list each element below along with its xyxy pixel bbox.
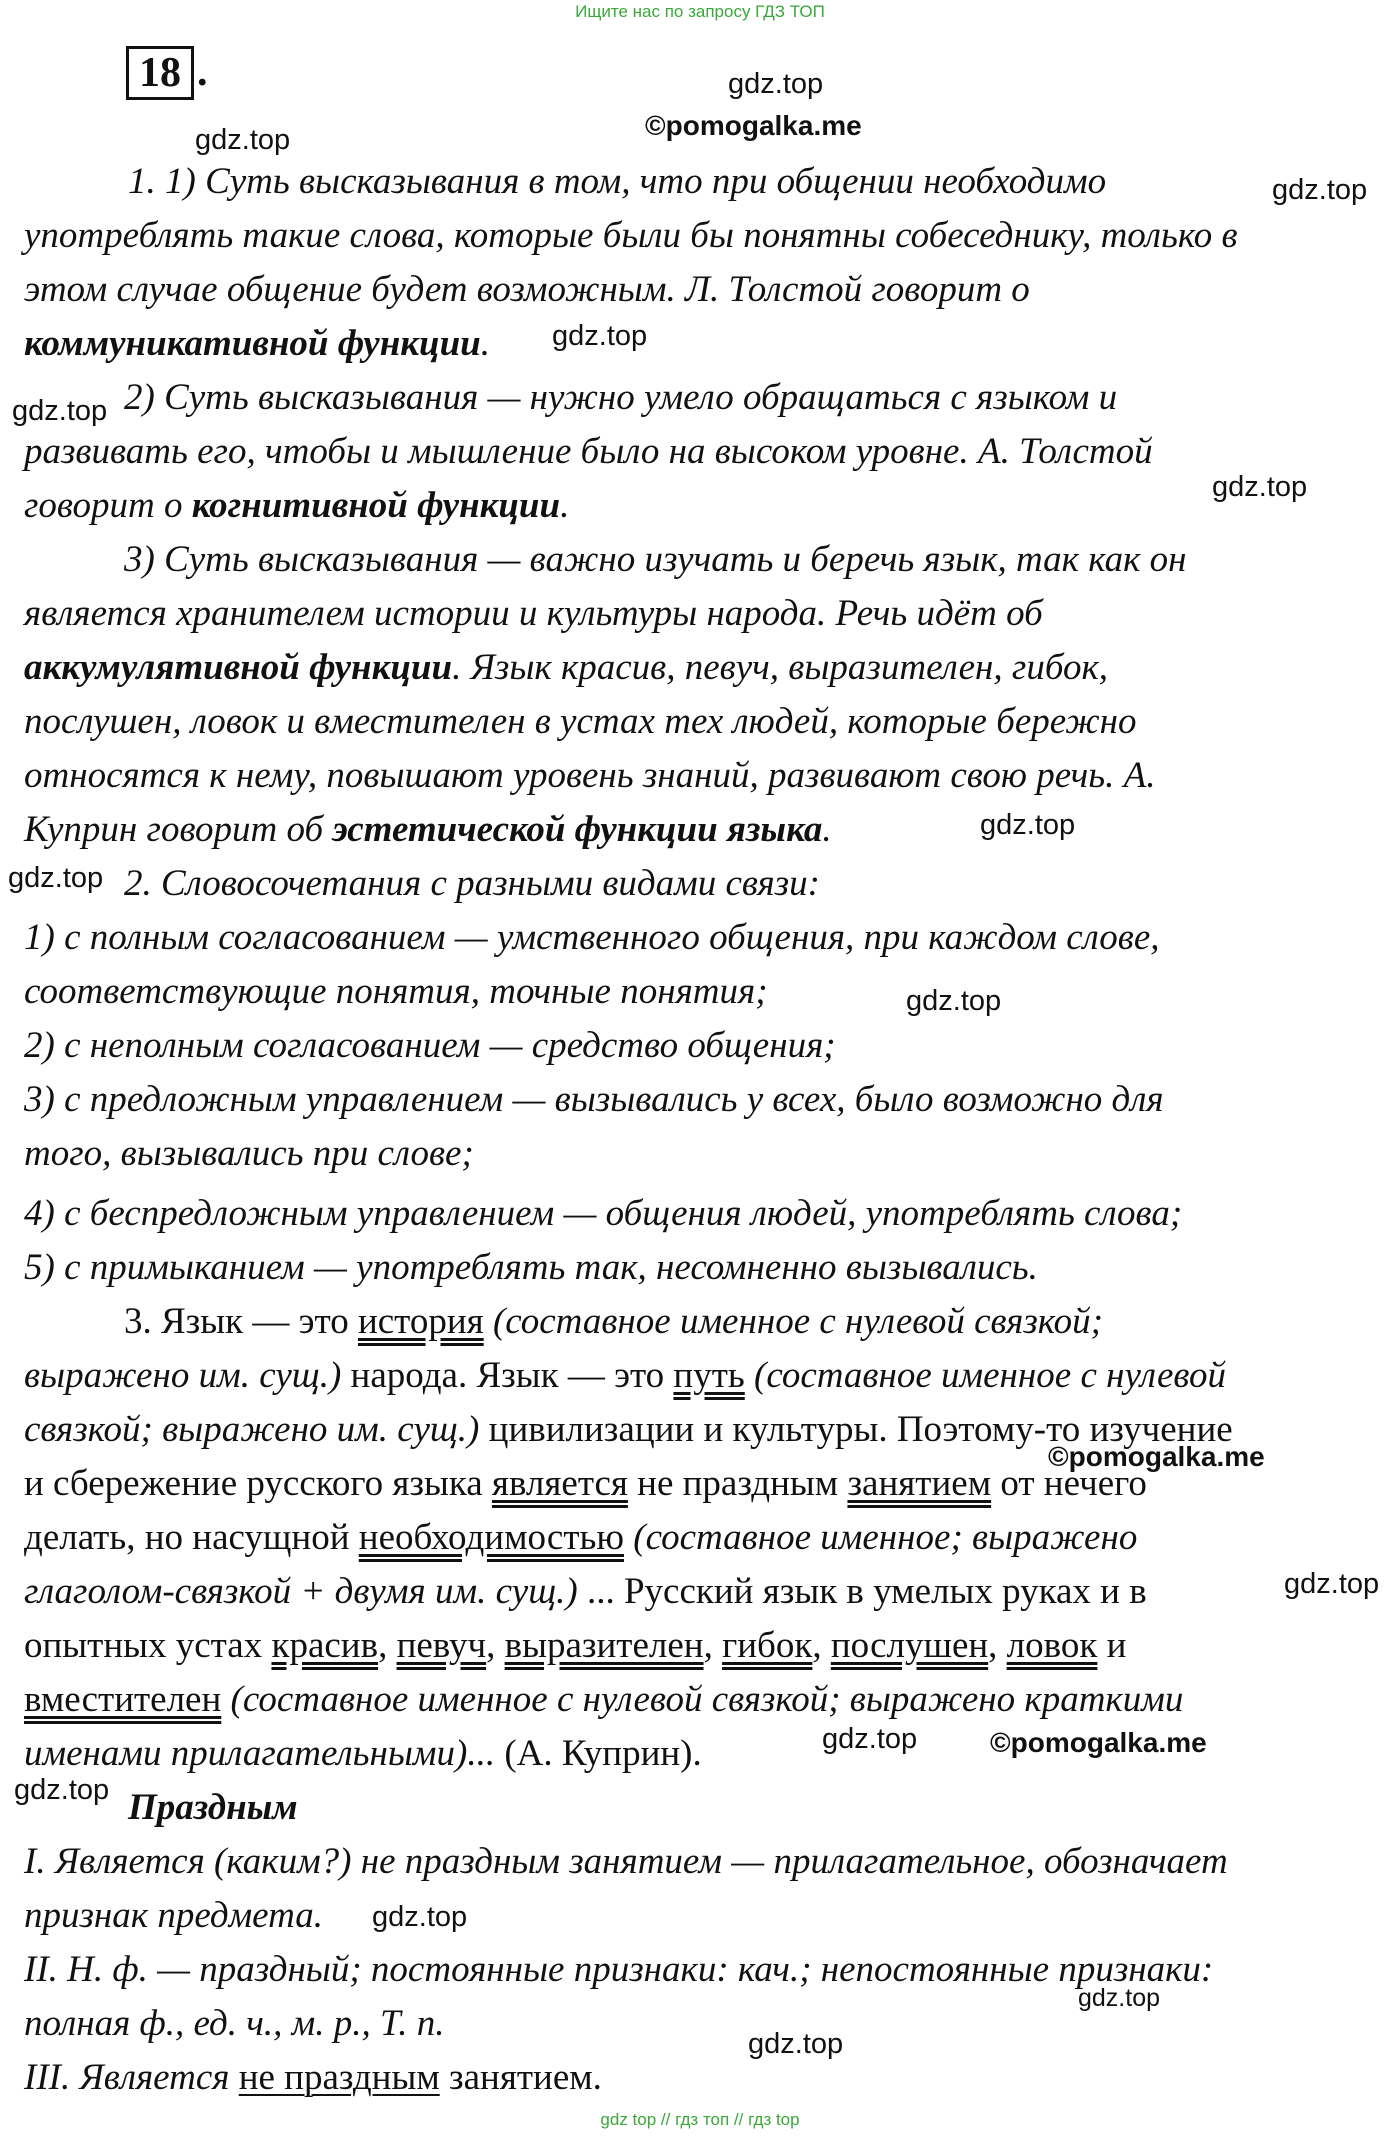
text-line: глаголом-связкой + двумя им. сущ.) ... Русский язык в умелых руках и в xyxy=(24,1571,1147,1612)
text-line: послушен, ловок и вместителен в устах тех людей, которые бережно xyxy=(24,701,1137,742)
top-banner: Ищите нас по запросу ГДЗ ТОП xyxy=(575,2,825,21)
analysis-title: Праздным xyxy=(128,1787,298,1828)
text-line: и сбережение русского языка является не праздным занятием от нечего xyxy=(24,1463,1147,1504)
watermark: gdz.top xyxy=(980,809,1076,841)
predicate-underlined: вместителен xyxy=(24,1679,222,1720)
text-line: признак предмета. xyxy=(24,1895,324,1936)
watermark: gdz.top xyxy=(8,862,104,894)
list-item: 2) с неполным согласованием — средство общения; xyxy=(24,1025,836,1066)
watermark: gdz.top xyxy=(1078,1984,1161,2012)
text-line: выражено им. сущ.) народа. Язык — это путь (составное именное с нулевой xyxy=(24,1355,1226,1396)
list-item: 5) с примыканием — употреблять так, несомненно вызывались. xyxy=(24,1247,1038,1288)
predicate-underlined: послушен xyxy=(830,1625,989,1666)
text-line: III. Является не праздным занятием. xyxy=(24,2057,602,2098)
watermark: gdz.top xyxy=(372,1901,468,1933)
term-bold: эстетической функции языка xyxy=(332,809,823,850)
text-line: I. Является (каким?) не праздным занятием — прилагательное, обозначает xyxy=(24,1841,1228,1882)
exercise-number: 18 xyxy=(126,46,194,100)
text-line: II. Н. ф. — праздный; постоянные признаки: кач.; непостоянные признаки: xyxy=(24,1949,1214,1990)
text-line: Куприн говорит об эстетической функции языка. xyxy=(24,809,832,850)
predicate-underlined: история xyxy=(357,1301,484,1342)
text-line: опытных устах красив, певуч, выразителен, гибок, послушен, ловок и xyxy=(24,1625,1127,1666)
watermark: gdz.top xyxy=(748,2028,844,2060)
list-item: того, вызывались при слове; xyxy=(24,1133,474,1174)
watermark: ©pomogalka.me xyxy=(1048,1441,1265,1472)
predicate-underlined: занятием xyxy=(847,1463,992,1504)
term-bold: аккумулятивной функции xyxy=(24,647,453,688)
text-line: 1. 1) Суть высказывания в том, что при общении необходимо xyxy=(128,161,1107,202)
term-bold: когнитивной функции xyxy=(191,485,561,526)
text-line: 3) Суть высказывания — важно изучать и беречь язык, так как он xyxy=(124,539,1187,580)
predicate-underlined: певуч xyxy=(396,1625,487,1666)
text-line: относятся к нему, повышают уровень знаний, развивают свою речь. А. xyxy=(24,755,1156,796)
predicate-underlined: является xyxy=(491,1463,628,1504)
underlined-word: не праздным xyxy=(238,2057,440,2098)
predicate-underlined: выразителен xyxy=(504,1625,704,1666)
watermark: gdz.top xyxy=(1284,1568,1380,1600)
text-line: коммуникативной функции. xyxy=(24,323,490,364)
text-line: употреблять такие слова, которые были бы понятны собеседнику, только в xyxy=(24,215,1238,256)
predicate-underlined: ловок xyxy=(1006,1625,1098,1666)
watermark: ©pomogalka.me xyxy=(645,110,862,141)
watermark: gdz.top xyxy=(195,124,291,156)
text-line: связкой; выражено им. сущ.) цивилизации и культуры. Поэтому-то изучение xyxy=(24,1409,1233,1450)
watermark: gdz.top xyxy=(822,1723,918,1755)
watermark: gdz.top xyxy=(906,985,1002,1017)
text-line: именами прилагательными)... (А. Куприн). xyxy=(24,1733,702,1774)
watermark: gdz.top xyxy=(728,68,824,100)
term-bold: коммуникативной функции xyxy=(24,323,481,364)
text-line: является хранителем истории и культуры народа. Речь идёт об xyxy=(24,593,1043,634)
predicate-underlined: гибок xyxy=(722,1625,813,1666)
watermark: gdz.top xyxy=(1272,174,1368,206)
predicate-underlined: необходимостью xyxy=(358,1517,625,1558)
text-line: 2) Суть высказывания — нужно умело обращаться с языком и xyxy=(124,377,1118,418)
predicate-underlined: путь xyxy=(673,1355,745,1396)
text-line: 3. Язык — это история (составное именное с нулевой связкой; xyxy=(124,1301,1103,1342)
watermark: gdz.top xyxy=(552,320,648,352)
text-line: этом случае общение будет возможным. Л. Толстой говорит о xyxy=(24,269,1030,310)
watermark: gdz.top xyxy=(12,395,108,427)
exercise-number-dot: . xyxy=(197,49,208,95)
text-line: полная ф., ед. ч., м. р., Т. п. xyxy=(24,2003,445,2044)
text-line: развивать его, чтобы и мышление было на высоком уровне. А. Толстой xyxy=(24,431,1153,472)
footer-links: gdz top // гдз топ // гдз top xyxy=(600,2110,800,2129)
watermark: gdz.top xyxy=(1212,471,1308,503)
watermark: ©pomogalka.me xyxy=(990,1727,1207,1758)
text-line: аккумулятивной функции. Язык красив, певуч, выразителен, гибок, xyxy=(24,647,1109,688)
text-line: говорит о когнитивной функции. xyxy=(24,485,570,526)
list-item: 3) с предложным управлением — вызывались у всех, было возможно для xyxy=(24,1079,1164,1120)
watermark: gdz.top xyxy=(14,1774,110,1806)
text-line: делать, но насущной необходимостью (составное именное; выражено xyxy=(24,1517,1138,1558)
section-title: 2. Словосочетания с разными видами связи: xyxy=(124,863,820,904)
predicate-underlined: красив xyxy=(271,1625,379,1666)
text-line: вместителен (составное именное с нулевой связкой; выражено краткими xyxy=(24,1679,1184,1720)
list-item: 1) с полным согласованием — умственного общения, при каждом слове, xyxy=(24,917,1160,958)
list-item: 4) с беспредложным управлением — общения людей, употреблять слова; xyxy=(24,1193,1183,1234)
list-item: соответствующие понятия, точные понятия; xyxy=(24,971,768,1012)
